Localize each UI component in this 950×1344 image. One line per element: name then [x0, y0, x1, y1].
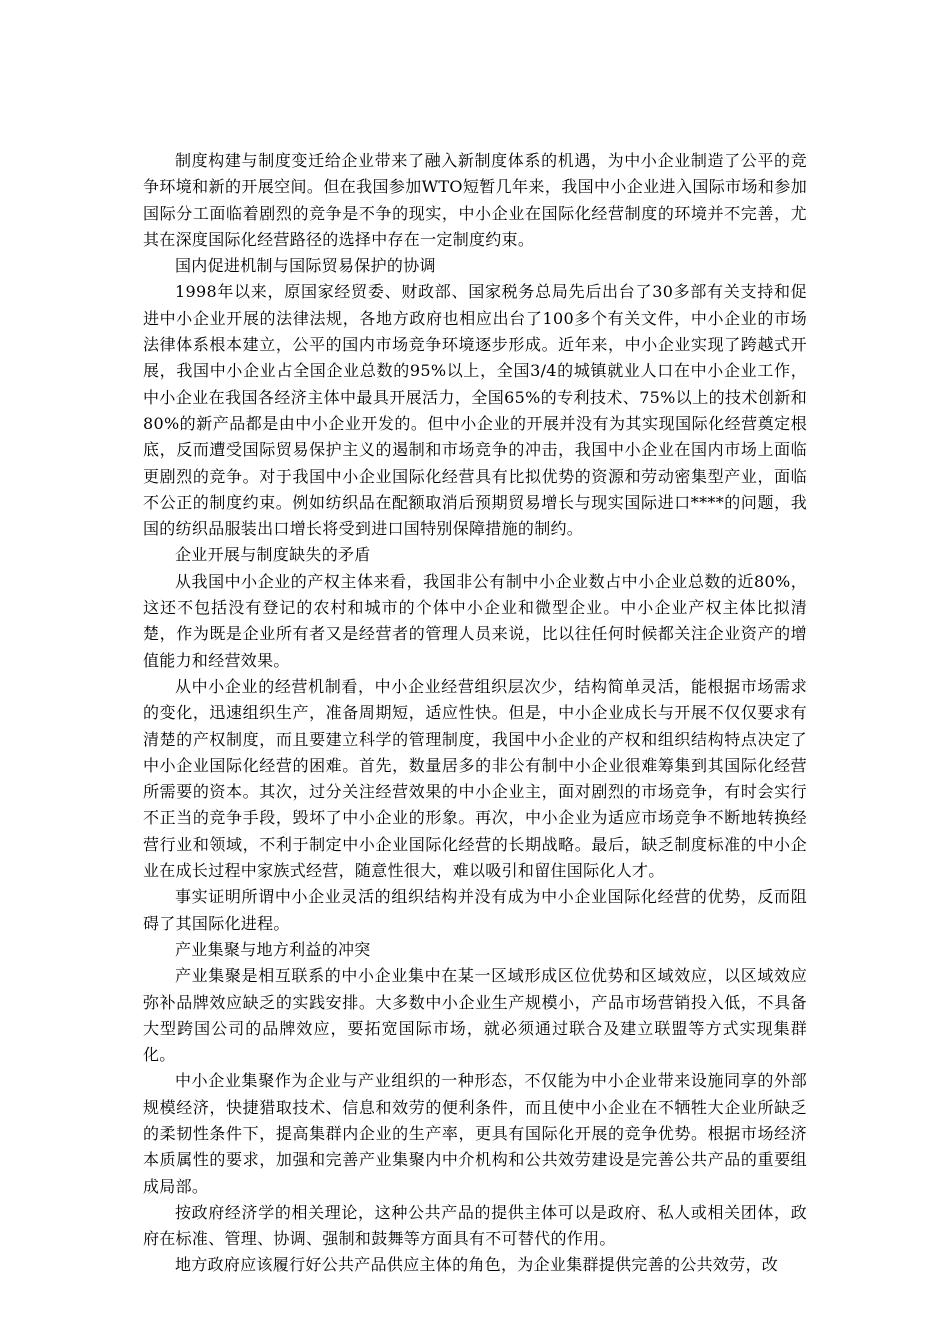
paragraph-intro: 制度构建与制度变迁给企业带来了融入新制度体系的机遇，为中小企业制造了公平的竞争环境和新的开展空间。但在我国参加WTO短暂几年来，我国中小企业进入国际市场和参加国际分工面临着剧烈的竞争是不争的现实，中小企业在国际化经营制度的环境并不完善，尤其在深度国际化经营路径的选择中存在一定制度约束。: [143, 151, 807, 249]
section-heading-institutional-gap: 企业开展与制度缺失的矛盾: [175, 545, 371, 565]
section-heading-industrial-clustering: 产业集聚与地方利益的冲突: [175, 939, 371, 959]
paragraph-clustering-benefits: 中小企业集聚作为企业与产业组织的一种形态，不仅能为中小企业带来设施同享的外部规模经济，快捷猎取技术、信息和效劳的便利条件，而且使中小企业在不牺牲大企业所缺乏的柔韧性条件下，提高集群内企业的生产率，更具有国际化开展的竞争优势。根据市场经济本质属性的要求，加强和完善产业集聚内中介机构和公共效劳建设是完善公共产品的重要组成局部。: [143, 1071, 807, 1196]
paragraph-clustering-definition: 产业集聚是相互联系的中小企业集中在某一区域形成区位优势和区域效应，以区域效应弥补品牌效应缺乏的实践安排。大多数中小企业生产规模小，产品市场营销投入低，不具备大型跨国公司的品牌效应，要拓宽国际市场，就必须通过联合及建立联盟等方式实现集群化。: [143, 966, 807, 1065]
paragraph-operating-mechanism: 从中小企业的经营机制看，中小企业经营组织层次少，结构简单灵活，能根据市场需求的变化，迅速组织生产，准备周期短，适应性快。但是，中小企业成长与开展不仅仅要求有清楚的产权制度，而且要建立科学的管理制度，我国中小企业的产权和组织结构特点决定了中小企业国际化经营的困难。首先，数量居多的非公有制中小企业很难筹集到其国际化经营所需要的资本。其次，过分关注经营效果的中小企业主，面对剧烈的市场竞争，有时会实行不正当的竞争手段，毁坏了中小企业的形象。再次，中小企业为适应市场竞争不断地转换经营行业和领域，不利于制定中小企业国际化经营的长期战略。最后，缺乏制度标准的中小企业在成长过程中家族式经营，随意性很大，难以吸引和留住国际化人才。: [143, 676, 807, 881]
document-body: [143, 148, 807, 1279]
paragraph-public-goods-theory: 按政府经济学的相关理论，这种公共产品的提供主体可以是政府、私人或相关团体，政府在标准、管理、协调、强制和鼓舞等方面具有不可替代的作用。: [143, 1202, 807, 1249]
paragraph-property-rights: 从我国中小企业的产权主体来看，我国非公有制中小企业数占中小企业总数的近80%，这还不包括没有登记的农村和城市的个体中小企业和微型企业。中小企业产权主体比拟清楚，作为既是企业所有者又是经营者的管理人员来说，比以往任何时候都关注企业资产的增值能力和经营效果。: [143, 571, 807, 670]
paragraph-1998-policy: 1998年以来，原国家经贸委、财政部、国家税务总局先后出台了30多部有关支持和促进中小企业开展的法律法规，各地方政府也相应出台了100多个有关文件，中小企业的市场法律体系根本建立，公平的国内市场竞争环境逐步形成。近年来，中小企业实现了跨越式开展，我国中小企业占全国企业总数的95%以上，全国3/4的城镇就业人口在中小企业工作，中小企业在我国各经济主体中最具开展活力，全国65%的专利技术、75%以上的技术创新和80%的新产品都是由中小企业开发的。但中小企业的开展并没有为其实现国际化经营奠定根底，反而遭受国际贸易保护主义的遏制和市场竞争的冲击，我国中小企业在国内市场上面临更剧烈的竞争。对于我国中小企业国际化经营具有比拟优势的资源和劳动密集型产业，面临不公正的制度约束。例如纺织品在配额取消后预期贸易增长与现实国际进口****的问题，我国的纺织品服装出口增长将受到进口国特别保障措施的制约。: [143, 282, 807, 539]
section-heading-trade-protection: 国内促进机制与国际贸易保护的协调: [175, 256, 436, 276]
paragraph-evidence: 事实证明所谓中小企业灵活的组织结构并没有成为中小企业国际化经营的优势，反而阻碍了其国际化进程。: [143, 887, 807, 933]
paragraph-local-government: 地方政府应该履行好公共产品供应主体的角色，为企业集群提供完善的公共效劳，改: [175, 1255, 779, 1275]
